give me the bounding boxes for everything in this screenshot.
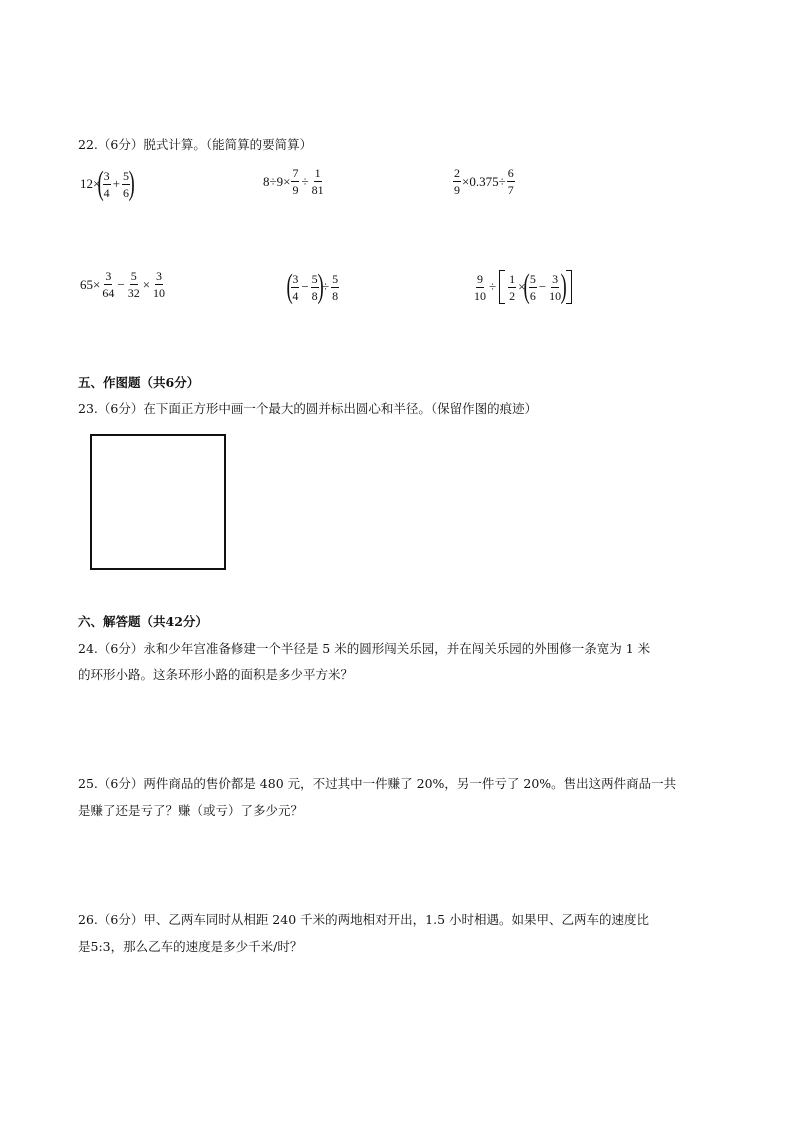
paren-right: ) [560, 268, 567, 305]
operator: ÷ [301, 173, 309, 189]
fraction: $\frac{1}{2}$ [509, 271, 516, 303]
expr-1 [80, 165, 135, 202]
q26-line-1: 26.（6分）甲、乙两车同时从相距 240 千米的两地相对开出，1.5 小时相遇。如果甲、乙两车的速度比 [78, 912, 649, 927]
operator: × [142, 276, 151, 292]
q23-text: 23.（6分）在下面正方形中画一个最大的圆并标出圆心和半径。（保留作图的痕迹） [78, 401, 538, 416]
section-6-title: 六、解答题（共42分） [78, 614, 208, 629]
expr-5 [286, 268, 340, 305]
q22-title: 22.（6分）脱式计算。（能简算的要简算） [78, 137, 313, 152]
fraction: $\frac{3}{4}$ [292, 271, 299, 303]
q25-line-1: 25.（6分）两件商品的售价都是 480 元，不过其中一件赚了 20%，另一件亏了 20%。售出这两件商品一共 [78, 776, 677, 791]
expr-3-mid: ×0.375÷ [462, 173, 506, 189]
expr-2-lead: 8÷9× [263, 173, 291, 189]
fraction: $\frac{3}{10}$ [153, 269, 166, 300]
section-5-title: 五、作图题（共6分） [78, 375, 200, 390]
bracket-left [499, 270, 505, 304]
fraction: $\frac{7}{9}$ [292, 166, 299, 197]
operator: + [112, 176, 121, 191]
expr-2 [263, 166, 326, 197]
expr-3 [452, 166, 516, 197]
operator: − [538, 279, 547, 294]
q26-line-2: 是5:3，那么乙车的速度是多少千米/时？ [78, 939, 303, 954]
operator: ÷ [489, 279, 497, 294]
fraction: $\frac{5}{6}$ [123, 168, 130, 200]
operator: × [518, 279, 526, 294]
fraction: $\frac{6}{7}$ [507, 166, 514, 197]
operator: ÷ [322, 279, 330, 294]
drawing-square[interactable] [90, 434, 226, 570]
paren-left: ( [97, 165, 105, 202]
expr-4 [80, 269, 167, 300]
paren-right: ) [317, 268, 324, 305]
operator: − [117, 276, 125, 292]
q24-line-1: 24.（6分）永和少年宫准备修建一个半径是 5 米的圆形闯关乐园，并在闯关乐园的外围修一条宽为 1 米 [78, 641, 651, 656]
q24-line-2: 的环形小路。这条环形小路的面积是多少平方米？ [78, 667, 354, 682]
paren-left: ( [524, 268, 531, 305]
paren-right: ) [128, 165, 135, 202]
fraction: $\frac{3}{10}$ [549, 271, 562, 303]
fraction: $\frac{5}{8}$ [332, 271, 339, 303]
fraction: $\frac{9}{10}$ [474, 271, 486, 303]
fraction: $\frac{1}{81}$ [311, 166, 324, 197]
expr-4-lead: 65× [80, 276, 101, 292]
paren-left: ( [286, 268, 293, 305]
q25-line-2: 是赚了还是亏了？赚（或亏）了多少元？ [78, 803, 304, 818]
fraction: $\frac{5}{32}$ [127, 269, 140, 300]
operator: − [301, 279, 309, 294]
bracket-right [566, 270, 572, 304]
fraction: $\frac{3}{4}$ [103, 168, 110, 200]
fraction: $\frac{2}{9}$ [454, 166, 460, 197]
expr-1-lead: 12× [80, 176, 101, 191]
fraction: $\frac{5}{8}$ [311, 271, 318, 303]
fraction: $\frac{3}{64}$ [102, 269, 115, 300]
fraction: $\frac{5}{6}$ [529, 271, 536, 303]
expr-6 [472, 269, 574, 305]
